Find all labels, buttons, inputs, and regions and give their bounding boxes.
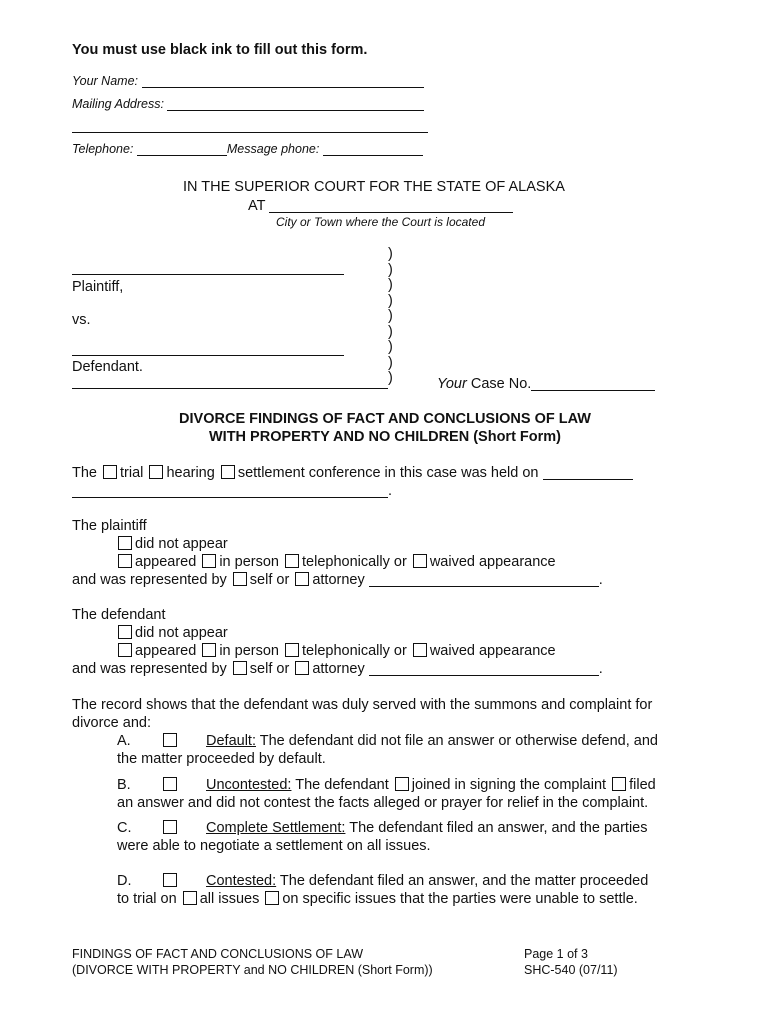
your-name-label: Your Name: xyxy=(72,74,139,88)
all-issues-label: all issues xyxy=(199,891,260,907)
footer-left-line1: FINDINGS OF FACT AND CONCLUSIONS OF LAW xyxy=(72,947,364,961)
defendant-attorney-field[interactable] xyxy=(369,661,599,676)
complete-settlement-title: Complete Settlement: xyxy=(206,820,346,836)
plaintiff-label: Plaintiff, xyxy=(72,279,124,295)
defendant-appeared-row xyxy=(116,642,556,660)
paren: ) xyxy=(388,323,393,340)
telephonically-label: telephonically or xyxy=(302,554,407,570)
plaintiff-telephonically-checkbox[interactable] xyxy=(285,554,299,568)
the-label: The xyxy=(72,465,97,481)
your-name-row xyxy=(72,73,424,89)
defendant-attorney-checkbox[interactable] xyxy=(295,661,309,675)
page-number: Page 1 of 3 xyxy=(524,947,588,961)
uncontested-title: Uncontested: xyxy=(206,777,292,793)
specific-issues-label: on specific issues that the parties were unable to settle. xyxy=(282,891,638,907)
complete-settlement-text: The defendant filed an answer, and the parties xyxy=(349,820,648,836)
option-a-row xyxy=(161,732,658,750)
defendant-represented-row xyxy=(72,660,603,678)
contested-checkbox[interactable] xyxy=(163,873,177,887)
message-phone-field[interactable] xyxy=(323,141,423,156)
hearing-checkbox[interactable] xyxy=(149,465,163,479)
telephonically-label: telephonically or xyxy=(302,643,407,659)
doc-title-line2: WITH PROPERTY AND NO CHILDREN (Short Form) xyxy=(208,429,562,445)
plaintiff-heading: The plaintiff xyxy=(72,518,147,534)
option-d-row xyxy=(161,872,648,890)
plaintiff-attorney-checkbox[interactable] xyxy=(295,572,309,586)
did-not-appear-label: did not appear xyxy=(135,625,228,641)
defendant-label: Defendant. xyxy=(72,359,143,375)
plaintiff-did-not-appear-row xyxy=(116,535,228,553)
caption-bottom-rule xyxy=(72,388,388,389)
joined-complaint-checkbox[interactable] xyxy=(395,777,409,791)
case-number-field[interactable] xyxy=(531,376,655,391)
phone-row xyxy=(72,141,423,157)
appeared-label: appeared xyxy=(135,554,197,570)
attorney-label: attorney xyxy=(312,572,365,588)
option-a-line2: the matter proceeded by default. xyxy=(117,751,326,767)
period: . xyxy=(598,572,603,588)
record-line1: The record shows that the defendant was duly served with the summons and complaint for xyxy=(72,697,653,713)
self-label: self or xyxy=(249,572,290,588)
period: . xyxy=(598,661,603,677)
hearing-date-field[interactable] xyxy=(543,465,633,480)
paren: ) xyxy=(388,354,393,371)
self-label: self or xyxy=(249,661,290,677)
represented-label: and was represented by xyxy=(72,572,227,588)
default-text: The defendant did not file an answer or otherwise defend, and xyxy=(259,733,658,749)
your-name-field[interactable] xyxy=(142,73,424,88)
black-ink-notice: You must use black ink to fill out this form. xyxy=(72,42,368,58)
hearing-row xyxy=(72,464,633,482)
filed-answer-checkbox[interactable] xyxy=(612,777,626,791)
mailing-address-row xyxy=(72,96,424,112)
option-b-row xyxy=(161,776,656,794)
telephone-field[interactable] xyxy=(137,141,227,156)
attorney-label: attorney xyxy=(312,661,365,677)
contested-title: Contested: xyxy=(206,873,277,889)
defendant-in-person-checkbox[interactable] xyxy=(202,643,216,657)
joined-complaint-label: joined in signing the complaint xyxy=(411,777,607,793)
case-no-your: Your xyxy=(437,376,467,392)
default-checkbox[interactable] xyxy=(163,733,177,747)
plaintiff-appeared-row xyxy=(116,553,556,571)
option-c-line2: were able to negotiate a settlement on all issues. xyxy=(117,838,431,854)
defendant-name-field[interactable] xyxy=(72,355,344,356)
paren: ) xyxy=(388,261,393,278)
defendant-telephonically-checkbox[interactable] xyxy=(285,643,299,657)
court-location-row xyxy=(248,197,513,215)
mailing-address-line2-field[interactable] xyxy=(72,132,428,133)
defendant-did-not-appear-row xyxy=(116,624,228,642)
trial-label: trial xyxy=(120,465,144,481)
city-caption: City or Town where the Court is located xyxy=(276,215,485,229)
defendant-appeared-checkbox[interactable] xyxy=(118,643,132,657)
at-label: AT xyxy=(248,198,266,214)
defendant-did-not-appear-checkbox[interactable] xyxy=(118,625,132,639)
option-a-letter: A. xyxy=(117,733,131,749)
in-person-label: in person xyxy=(219,643,279,659)
paren: ) xyxy=(388,246,393,262)
in-person-label: in person xyxy=(219,554,279,570)
paren: ) xyxy=(388,339,393,355)
doc-title-line1: DIVORCE FINDINGS OF FACT AND CONCLUSIONS OF LAW xyxy=(179,411,591,427)
paren: ) xyxy=(388,292,393,309)
hearing-row2 xyxy=(72,482,392,500)
defendant-heading: The defendant xyxy=(72,607,166,623)
caption-parens xyxy=(388,247,393,387)
uncontested-text: The defendant xyxy=(295,777,389,793)
default-title: Default: xyxy=(206,733,256,749)
plaintiff-name-field[interactable] xyxy=(72,274,344,275)
plaintiff-in-person-checkbox[interactable] xyxy=(202,554,216,568)
mailing-address-field[interactable] xyxy=(167,96,424,111)
paren: ) xyxy=(388,277,393,293)
hearing-label: hearing xyxy=(166,465,215,481)
case-no-label: Case No. xyxy=(470,376,532,392)
option-d-line2 xyxy=(117,890,638,908)
appeared-label: appeared xyxy=(135,643,197,659)
paren: ) xyxy=(388,370,393,386)
message-phone-label: Message phone: xyxy=(226,142,320,156)
plaintiff-did-not-appear-checkbox[interactable] xyxy=(118,536,132,550)
all-issues-checkbox[interactable] xyxy=(183,891,197,905)
settlement-checkbox[interactable] xyxy=(221,465,235,479)
settlement-label: settlement conference in this case was held on xyxy=(237,465,539,481)
trial-on-label: to trial on xyxy=(117,891,177,907)
defendant-waived-checkbox[interactable] xyxy=(413,643,427,657)
option-b-line2: an answer and did not contest the facts alleged or prayer for relief in the complaint. xyxy=(117,795,649,811)
specific-issues-checkbox[interactable] xyxy=(265,891,279,905)
trial-checkbox[interactable] xyxy=(103,465,117,479)
record-line2: divorce and: xyxy=(72,715,151,731)
plaintiff-attorney-field[interactable] xyxy=(369,572,599,587)
option-c-letter: C. xyxy=(117,820,132,836)
hearing-date-continued-field[interactable] xyxy=(72,483,388,498)
footer-left-line2: (DIVORCE WITH PROPERTY and NO CHILDREN (Short Form)) xyxy=(72,963,433,977)
filed-label: filed xyxy=(629,777,656,793)
did-not-appear-label: did not appear xyxy=(135,536,228,552)
plaintiff-appeared-checkbox[interactable] xyxy=(118,554,132,568)
complete-settlement-checkbox[interactable] xyxy=(163,820,177,834)
period: . xyxy=(388,483,393,499)
plaintiff-represented-row xyxy=(72,571,603,589)
waived-label: waived appearance xyxy=(429,554,556,570)
option-b-letter: B. xyxy=(117,777,131,793)
case-number-row xyxy=(437,375,655,393)
option-c-row xyxy=(161,819,647,837)
court-title: IN THE SUPERIOR COURT FOR THE STATE OF ALASKA xyxy=(183,179,565,195)
waived-label: waived appearance xyxy=(429,643,556,659)
vs-label: vs. xyxy=(72,312,91,328)
court-location-field[interactable] xyxy=(269,198,513,213)
represented-label: and was represented by xyxy=(72,661,227,677)
mailing-address-label: Mailing Address: xyxy=(72,97,164,111)
plaintiff-waived-checkbox[interactable] xyxy=(413,554,427,568)
telephone-label: Telephone: xyxy=(72,142,134,156)
contested-text: The defendant filed an answer, and the matter proceeded xyxy=(279,873,649,889)
plaintiff-self-checkbox[interactable] xyxy=(233,572,247,586)
uncontested-checkbox[interactable] xyxy=(163,777,177,791)
form-number: SHC-540 (07/11) xyxy=(524,963,618,977)
paren: ) xyxy=(388,308,393,324)
defendant-self-checkbox[interactable] xyxy=(233,661,247,675)
option-d-letter: D. xyxy=(117,873,132,889)
